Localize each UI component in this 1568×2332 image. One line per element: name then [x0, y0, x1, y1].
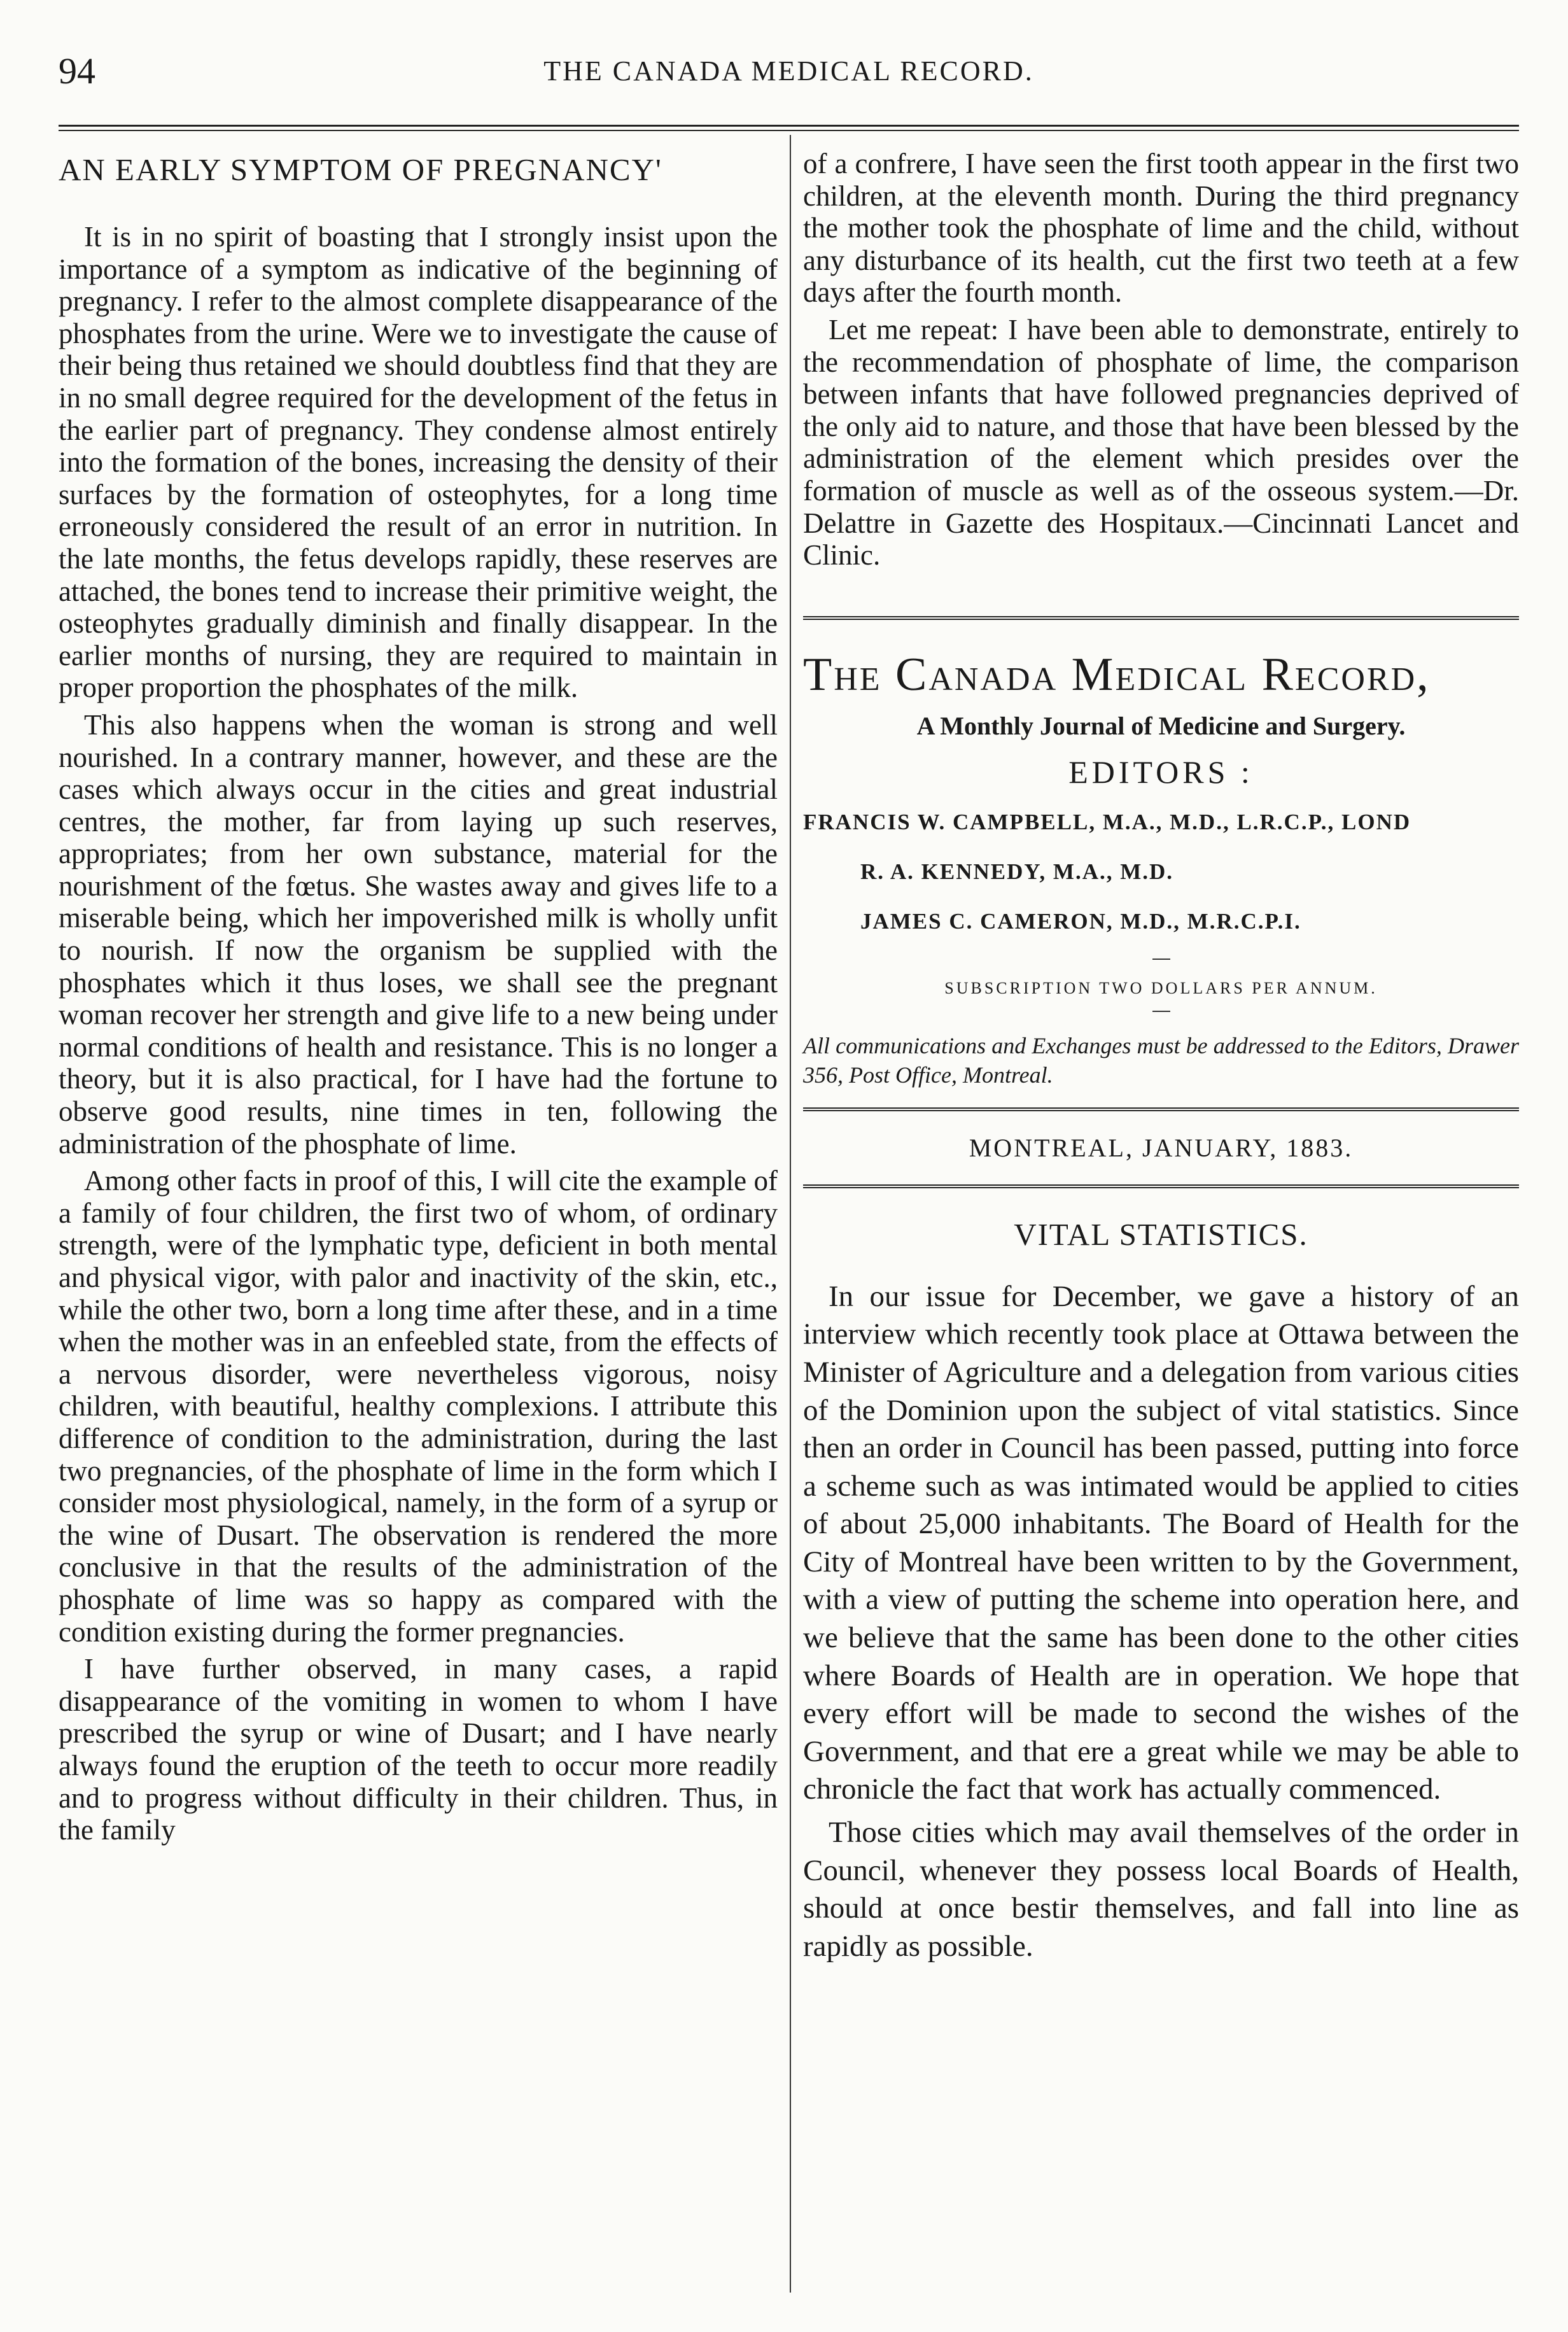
- article-paragraph: This also happens when the woman is strong and well nourished. In a contrary manner, however, and these are the cases which always occur in the cities and great industrial centres, the mother, far from laying up such reserves, appropriates; from her own substance, material for the nourishment of the fœtus. She wastes away and gives life to a miserable being, which her impoverished milk is wholly unfit to nourish. If now the organism be supplied with the phosphates which it thus loses, we shall see the pregnant woman recover her strength and give life to a new being under normal conditions of health and resistance. This is no longer a theory, but it is also practical, for I have had the fortune to observe good results, nine times in ten, following the administration of the phosphate of lime.: [59, 708, 778, 1160]
- header-rule-thin: [59, 130, 1519, 131]
- page-number: 94: [59, 50, 95, 92]
- masthead-rule: [803, 616, 1519, 620]
- subscription-notice: SUBSCRIPTION TWO DOLLARS PER ANNUM.: [944, 978, 1378, 997]
- left-column: [59, 135, 778, 1851]
- address-notice: All communications and Exchanges must be addressed to the Editors, Drawer 356, Post Office, Montreal.: [803, 1032, 1519, 1088]
- separator-dash: [1152, 959, 1170, 960]
- page-header: [59, 38, 1519, 108]
- editors-label: EDITORS :: [1068, 754, 1254, 790]
- masthead-subtitle: A Monthly Journal of Medicine and Surgery.: [916, 711, 1406, 740]
- right-column: [803, 135, 1519, 1970]
- article-paragraph: Among other facts in proof of this, I will cite the example of a family of four children, the first two of whom, of ordinary strength, were of the lymphatic type, deficient in both mental and physical vigor, with palor and inactivity of the skin, etc., while the other two, born a long time after these, and in a time when the mother was in an enfeebled state, from the effects of a nervous disorder, were nevertheless vigorous, noisy children, with beautiful, healthy complexions. I attribute this difference of condition to the administration, during the last two pregnancies, of the phosphate of lime in the form which I consider most physiological, namely, in the form of a syrup or the wine of Dusart. The observation is rendered the more conclusive in that the results of the administration of the phosphate of lime was so happy as compared with the condition existing during the former pregnancies.: [59, 1165, 778, 1648]
- dateline: MONTREAL, JANUARY, 1883.: [969, 1133, 1354, 1162]
- column-divider: [790, 135, 791, 2293]
- article-title: AN EARLY SYMPTOM OF PREGNANCY': [59, 152, 662, 187]
- dateline-rule-bottom: [803, 1184, 1519, 1188]
- separator-dash: [1152, 1011, 1170, 1012]
- dateline-rule-top: [803, 1107, 1519, 1111]
- article-paragraph: It is in no spirit of boasting that I strongly insist upon the importance of a symptom as indicative of the beginning of pregnancy. I refer to the almost complete disappearance of the phosphates from the urine. Were we to investigate the cause of their being thus retained we should doubtless find that they are in no small degree required for the development of the fetus in the earlier part of pregnancy. They condense almost entirely into the formation of the bones, increasing the density of their surfaces by the formation of osteophytes, for a long time erroneously considered the result of an error in nutrition. In the late months, the fetus develops rapidly, these reserves are attached, the bones tend to increase their primitive weight, the osteophytes gradually diminish and finally disappear. In the earlier months of nursing, they are required to maintain in proper proportion the phosphates of the milk.: [59, 221, 778, 704]
- editorial-paragraph: In our issue for December, we gave a history of an interview which recently took place at Ottawa between the Minister of Agriculture and a delegation from various cities of the Dominion upon the subject of vital statistics. Since then an order in Council has been passed, putting into force a scheme such as was intimated would be applied to cities of about 25,000 inhabitants. The Board of Health for the City of Montreal have been written to by the Government, with a view of putting the scheme into operation here, and we believe that the same has been done to the other cities where Boards of Health are in operation. We hope that every effort will be made to second the wishes of the Government, and that ere a great while we may be able to chronicle the fact that work has actually commenced.: [803, 1279, 1519, 1806]
- editorial-title: VITAL STATISTICS.: [1014, 1216, 1308, 1252]
- editorial-paragraph: Those cities which may avail themselves of the order in Council, whenever they possess local Boards of Health, should at once bestir themselves, and fall into line as rapidly as possible.: [803, 1816, 1519, 1963]
- editor-name: R. A. KENNEDY, M.A., M.D.: [860, 859, 1174, 884]
- editor-name: FRANCIS W. CAMPBELL, M.A., M.D., L.R.C.P., LOND: [803, 809, 1411, 834]
- masthead: [803, 616, 1519, 1188]
- article-paragraph-continued: of a confrere, I have seen the first tooth appear in the first two children, at the eleventh month. During the third pregnancy the mother took the phosphate of lime and the child, without any disturbance of its health, cut the first two teeth at a few days after the fourth month.: [803, 148, 1519, 309]
- masthead-title: The Canada Medical Record,: [803, 648, 1431, 701]
- editor-name: JAMES C. CAMERON, M.D., M.R.C.P.I.: [860, 908, 1301, 934]
- article-paragraph: I have further observed, in many cases, a rapid disappearance of the vomiting in women to whom I have prescribed the syrup or wine of Dusart; and I have nearly always found the eruption of the teeth to occur more readily and to progress without difficulty in their children. Thus, in the family: [59, 1653, 778, 1846]
- article-paragraph: Let me repeat: I have been able to demonstrate, entirely to the recommendation of phosphate of lime, the comparison between infants that have followed pregnancies deprived of the only aid to nature, and those that have been blessed by the administration of the element which presides over the formation of muscle as well as of the osseous system.—Dr. Delattre in Gazette des Hospitaux.—Cincinnati Lancet and Clinic.: [803, 313, 1519, 572]
- header-rule: [59, 125, 1519, 127]
- running-head: THE CANADA MEDICAL RECORD.: [543, 55, 1034, 87]
